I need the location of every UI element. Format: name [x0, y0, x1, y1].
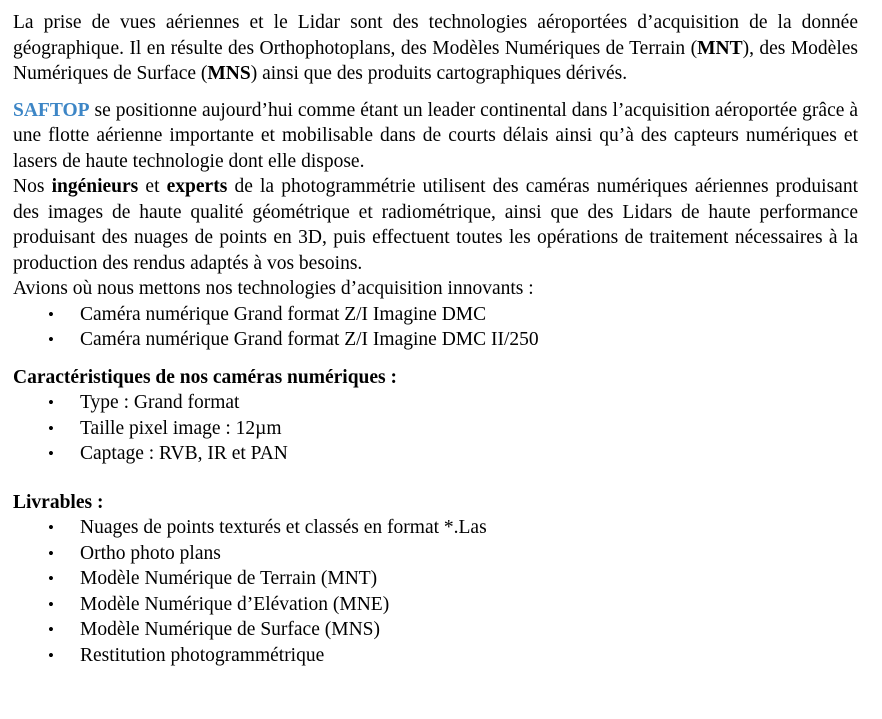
- company-text: se positionne aujourd’hui comme étant un leader continental dans l’acquisition aéroportée grâce à une flotte aérienne importante et mobilisable dans de courts délais ainsi qu’à des capteurs numériques et lasers de haute technologie dont elle dispose.: [13, 99, 858, 172]
- brand-name: SAFTOP: [13, 99, 90, 121]
- list-item: [13, 327, 858, 353]
- cameras-heading: Caractéristiques de nos caméras numériques :: [13, 366, 397, 388]
- bullet-icon: •: [48, 304, 54, 324]
- list-item-text: Caméra numérique Grand format Z/I Imagine DMC: [80, 303, 487, 325]
- bullet-icon: •: [48, 543, 54, 563]
- experts-word: experts: [166, 176, 228, 197]
- bullet-icon: •: [48, 330, 54, 349]
- mnt-abbrev: MNT: [697, 37, 743, 59]
- intro-paragraph: [13, 10, 858, 87]
- list-item: [13, 416, 858, 442]
- list-item: [13, 617, 858, 643]
- bullet-icon: •: [48, 418, 54, 438]
- list-item-text: Restitution photogrammétrique: [80, 644, 325, 666]
- list-item-text: Modèle Numérique de Terrain (MNT): [80, 568, 378, 589]
- bullet-icon: •: [48, 569, 54, 588]
- bullet-icon: •: [48, 645, 54, 665]
- list-item: [13, 515, 858, 541]
- list-item-text: Ortho photo plans: [80, 542, 221, 564]
- team-text-c: de la photogrammétrie utilisent des caméras numériques aériennes produisant des images de haute qualité géométrique et radiométrique, ainsi que des Lidars de haute performance produisant des nuages de points en 3D, puis effectuent toutes les opérations de traitement nécessaires à la production des rendus adaptés à vos besoins.: [13, 176, 859, 274]
- list-item: [13, 390, 858, 416]
- company-paragraph: [13, 98, 858, 175]
- team-text-a: Nos: [13, 176, 52, 197]
- ingenieurs-word: ingénieurs: [51, 176, 139, 197]
- intro-text-a: La prise de vues aériennes et le Lidar sont des technologies aéroportées d’acquisition de la donnée géographique. Il en résulte des Orthophotoplans, des Modèles Numériques de Terrain (: [13, 12, 858, 59]
- list-item: [13, 566, 858, 592]
- livrables-list: [13, 515, 858, 668]
- list-item-text: Modèle Numérique de Surface (MNS): [80, 619, 380, 640]
- list-item-text: Type : Grand format: [80, 392, 240, 413]
- avions-intro: Avions où nous mettons nos technologies d’acquisition innovants :: [13, 278, 534, 299]
- list-item: [13, 302, 858, 328]
- livrables-heading: Livrables :: [13, 491, 104, 513]
- team-text-b: et: [138, 176, 167, 197]
- intro-text-b: ), des Modèles Numériques de Surface (: [13, 37, 858, 84]
- team-paragraph: [13, 174, 858, 276]
- bullet-icon: •: [48, 620, 54, 639]
- list-item: [13, 592, 858, 618]
- list-item: [13, 441, 858, 467]
- list-item-text: Captage : RVB, IR et PAN: [80, 443, 288, 464]
- cameras-list: [13, 390, 858, 467]
- avions-list: [13, 302, 858, 353]
- bullet-icon: •: [48, 444, 54, 463]
- bullet-icon: •: [48, 518, 54, 537]
- list-item: [13, 643, 858, 669]
- intro-text-c: ) ainsi que des produits cartographiques dérivés.: [250, 63, 628, 84]
- bullet-icon: •: [48, 594, 54, 614]
- bullet-icon: •: [48, 393, 54, 412]
- mns-abbrev: MNS: [207, 63, 251, 84]
- list-item-text: Taille pixel image : 12µm: [80, 417, 282, 439]
- list-item-text: Modèle Numérique d’Elévation (MNE): [80, 593, 390, 615]
- list-item-text: Nuages de points texturés et classés en format *.Las: [80, 517, 487, 538]
- list-item: [13, 541, 858, 567]
- list-item-text: Caméra numérique Grand format Z/I Imagine DMC II/250: [80, 329, 539, 350]
